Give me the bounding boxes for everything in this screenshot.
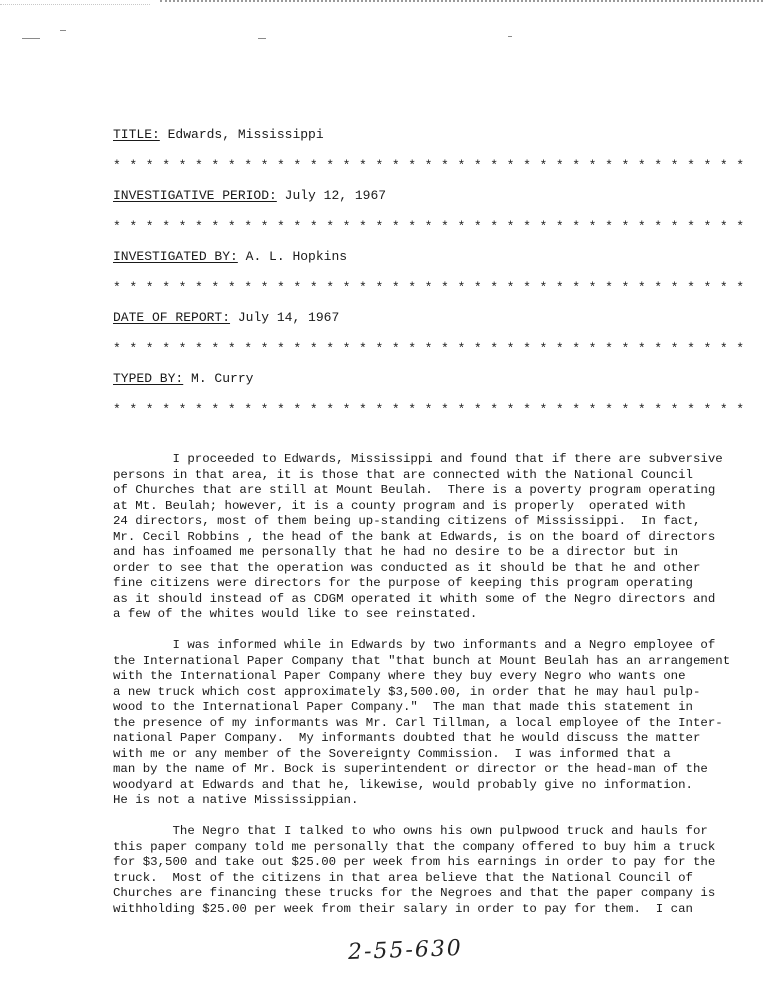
scan-speck	[258, 38, 266, 39]
scan-speck	[22, 38, 40, 39]
page-top-edge-left	[0, 4, 150, 5]
period-value: July 12, 1967	[284, 188, 387, 203]
body-line: order to see that the operation was conducted as it should be that he and other	[113, 560, 701, 575]
title-line	[113, 124, 723, 155]
title-label: TITLE:	[113, 127, 160, 142]
investigator-value: A. L. Hopkins	[245, 249, 348, 264]
body-line: fine citizens were directors for the purpose of keeping this program operating	[113, 576, 693, 590]
body-line: and has infoamed me personally that he had no desire to be a director but in	[113, 545, 679, 559]
body-line: a new truck which cost approximately $3,500.00, in order that he may haul pulp-	[113, 684, 701, 699]
investigator-label: INVESTIGATED BY:	[113, 249, 238, 264]
typist-label: TYPED BY:	[113, 371, 184, 386]
body-line: persons in that area, it is those that are connected with the National Council	[113, 467, 693, 482]
title-value: Edwards, Mississippi	[167, 127, 324, 142]
separator: * * * * * * * * * * * * * * * * * * * * * * * * * * * * * * * * * * * * * * *	[113, 279, 745, 295]
paragraph	[113, 824, 731, 917]
scan-speck	[508, 36, 512, 37]
body-line: 24 directors, most of them being up-standing citizens of Mississippi. In fact,	[113, 514, 701, 528]
separator: * * * * * * * * * * * * * * * * * * * * * * * * * * * * * * * * * * * * * * *	[113, 401, 745, 417]
body-line: He is not a native Mississippian.	[113, 793, 359, 807]
body-line: woodyard at Edwards and that he, likewise, would probably give no information.	[113, 777, 693, 792]
body-line: Mr. Cecil Robbins , the head of the bank at Edwards, is on the board of directors	[113, 529, 716, 544]
period-label: INVESTIGATIVE PERIOD:	[113, 188, 277, 203]
body-line: man by the name of Mr. Bock is superintendent or director or the head-man of the	[113, 762, 708, 776]
document-number: 2-55-630	[347, 936, 464, 965]
body-line: withholding $25.00 per week from their salary in order to pay for them. I can	[113, 901, 693, 916]
body-line: truck. Most of the citizens in that area believe that the National Council of	[113, 870, 693, 885]
separator: * * * * * * * * * * * * * * * * * * * * * * * * * * * * * * * * * * * * * * *	[113, 340, 745, 356]
body-line: Churches are financing these trucks for the Negroes and that the paper company is	[113, 886, 716, 900]
body-line: as it should instead of as CDGM operated it whith some of the Negro directors and	[113, 591, 716, 606]
report-date-label: DATE OF REPORT:	[113, 310, 231, 325]
period-line	[113, 185, 723, 216]
body-line: I was informed while in Edwards by two informants and a Negro employee of	[113, 638, 716, 652]
scan-speck	[60, 30, 66, 31]
report-body	[113, 452, 731, 917]
body-line: with the International Paper Company where they buy every Negro who wants one	[113, 669, 686, 683]
investigator-line	[113, 246, 723, 277]
body-line: The Negro that I talked to who owns his own pulpwood truck and hauls for	[113, 824, 708, 838]
paragraph	[113, 638, 731, 809]
body-line: at Mt. Beulah; however, it is a county program and is properly operated with	[113, 498, 686, 513]
separator: * * * * * * * * * * * * * * * * * * * * * * * * * * * * * * * * * * * * * * *	[113, 218, 745, 234]
body-line: of Churches that are still at Mount Beulah. There is a poverty program operating	[113, 483, 716, 497]
body-line: the International Paper Company that "that bunch at Mount Beulah has an arrangement	[113, 653, 731, 668]
body-line: for $3,500 and take out $25.00 per week from his earnings in order to pay for the	[113, 855, 716, 869]
report-date-line	[113, 307, 723, 338]
body-line: I proceeded to Edwards, Mississippi and found that if there are subversive	[113, 452, 723, 466]
body-line: wood to the International Paper Company." The man that made this statement in	[113, 700, 693, 714]
typist-line	[113, 368, 723, 399]
body-line: a few of the whites would like to see reinstated.	[113, 607, 478, 621]
paragraph	[113, 452, 731, 623]
page-top-edge	[160, 0, 763, 2]
typist-value: M. Curry	[191, 371, 254, 386]
body-line: the presence of my informants was Mr. Carl Tillman, a local employee of the Inter-	[113, 715, 723, 730]
body-line: this paper company told me personally that the company offered to buy him a truck	[113, 839, 716, 854]
body-line: national Paper Company. My informants doubted that he would discuss the matter	[113, 731, 701, 745]
report-header	[113, 124, 745, 429]
separator: * * * * * * * * * * * * * * * * * * * * * * * * * * * * * * * * * * * * * * *	[113, 157, 745, 173]
report-date-value: July 14, 1967	[237, 310, 340, 325]
body-line: with me or any member of the Sovereignty Commission. I was informed that a	[113, 746, 671, 761]
